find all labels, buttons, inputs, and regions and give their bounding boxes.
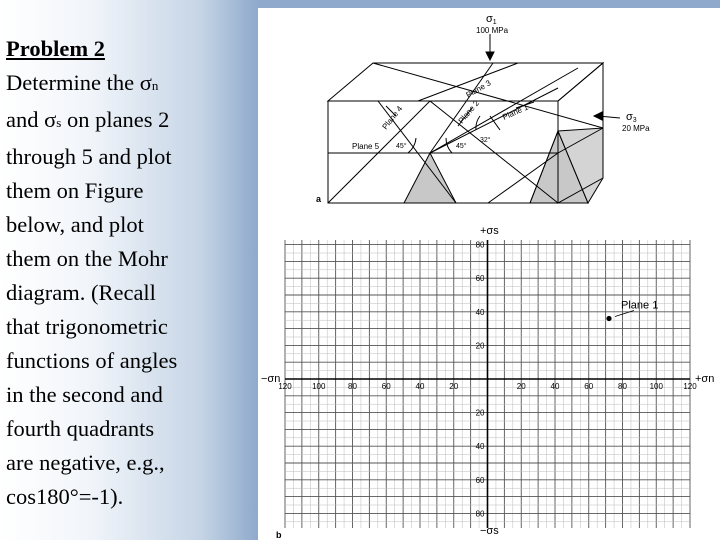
y-tick-label: 40 [475, 442, 485, 452]
problem-line: through 5 and plot [6, 144, 172, 169]
problem-line: them on the Mohr [6, 246, 168, 271]
x-axis-label-positive: +σn [695, 373, 715, 385]
problem-line: functions of angles [6, 348, 178, 373]
problem-line: are negative, e.g., [6, 450, 165, 475]
problem-text [6, 32, 251, 514]
problem-line: below, and plot [6, 212, 144, 237]
shaded-wedge [404, 153, 456, 203]
y-tick-label: 80 [475, 509, 485, 519]
sigma1-label: σ1 [486, 13, 497, 26]
sigma1-arrowhead [486, 52, 494, 60]
problem-text-fragment: and σ [6, 107, 57, 132]
plane-5-label: Plane 5 [352, 142, 380, 151]
x-tick-label: 20 [516, 382, 526, 391]
mohr-grid [285, 240, 690, 528]
point-label: Plane 1 [621, 299, 659, 312]
x-tick-label: 60 [584, 382, 594, 391]
sigma3-label: σ3 [626, 111, 637, 124]
panel-label-b: b [276, 530, 282, 540]
angle-label: 45° [456, 143, 467, 150]
x-axis-label-negative: −σn [261, 373, 281, 385]
angle-label: 32° [480, 137, 491, 144]
data-point [606, 316, 611, 321]
plane-line [430, 88, 558, 153]
x-tick-label: 120 [683, 382, 697, 391]
problem-text-fragment: Determine the σ [6, 70, 152, 95]
problem-line: that trigonometric [6, 314, 168, 339]
problem-line: diagram. (Recall [6, 280, 156, 305]
plane-line [373, 63, 603, 128]
problem-text-fragment: on planes 2 [61, 107, 170, 132]
y-tick-label: 20 [475, 341, 485, 351]
problem-line [6, 66, 251, 103]
plane-4-label: Plane 4 [380, 104, 405, 132]
x-tick-label: 20 [449, 382, 459, 391]
x-tick-label: 80 [348, 382, 357, 391]
plane-3-label: Plane 3 [464, 78, 493, 100]
x-tick-label: 120 [278, 382, 292, 391]
sigma3-value: 20 MPa [622, 124, 650, 133]
sigma1-value: 100 MPa [476, 26, 509, 35]
y-axis-label-positive: +σs [480, 225, 499, 237]
problem-line: fourth quadrants [6, 416, 155, 441]
y-tick-label: 60 [475, 475, 485, 485]
figure-svg [258, 8, 720, 540]
panel-label-a: a [316, 194, 322, 204]
x-tick-label: 100 [649, 382, 663, 391]
x-tick-label: 100 [312, 382, 326, 391]
problem-title: Problem 2 [6, 36, 105, 61]
problem-line: in the second and [6, 382, 163, 407]
problem-line: them on Figure [6, 178, 144, 203]
problem-line [6, 103, 251, 140]
angle-arc [446, 138, 452, 153]
angle-label: 45° [396, 143, 407, 150]
subscript: s [56, 115, 62, 130]
x-tick-label: 80 [618, 382, 627, 391]
plane-1-label: Plane 1 [501, 102, 530, 122]
sigma3-arrowhead [594, 112, 602, 120]
problem-line: cos180°=-1). [6, 484, 124, 509]
y-tick-label: 60 [475, 274, 485, 284]
y-tick-label: 40 [475, 307, 485, 317]
plane-2-label: Plane 2 [456, 98, 481, 126]
x-tick-label: 40 [415, 382, 425, 391]
x-tick-label: 40 [550, 382, 560, 391]
y-tick-label: 80 [475, 240, 485, 250]
subscript: n [151, 78, 159, 93]
figure-panel [258, 8, 720, 540]
y-axis-label-negative: −σs [480, 525, 499, 537]
y-tick-label: 20 [475, 408, 485, 418]
block-diagram [328, 34, 620, 203]
x-tick-label: 60 [381, 382, 391, 391]
